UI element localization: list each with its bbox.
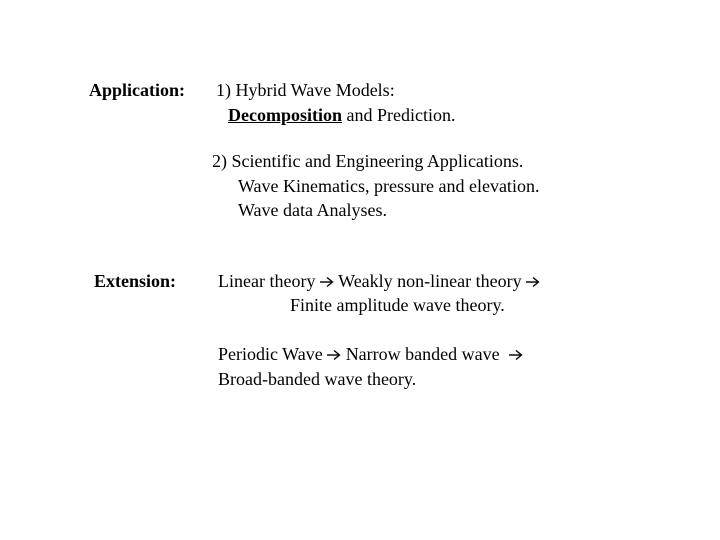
narrow-banded-wave-text: Narrow banded wave [345, 344, 500, 364]
scientific-engineering-title: 2) Scientific and Engineering Applications. [212, 151, 524, 171]
finite-amplitude-theory-text: Finite amplitude wave theory. [290, 295, 505, 315]
weakly-nonlinear-theory-text: Weakly non-linear theory [338, 271, 522, 291]
periodic-wave-text: Periodic Wave [218, 344, 323, 364]
right-arrow-icon [327, 349, 341, 361]
decomposition-rest: and Prediction. [346, 105, 456, 125]
wave-chain-line-1 [218, 343, 523, 365]
linear-theory-text: Linear theory [218, 271, 316, 291]
decomposition-line [228, 104, 455, 126]
theory-chain-line-1 [218, 270, 540, 292]
decomposition-emphasis: Decomposition [228, 105, 342, 125]
wave-data-analyses-line: Wave data Analyses. [238, 200, 388, 220]
right-arrow-icon [320, 276, 334, 288]
wave-kinematics-line: Wave Kinematics, pressure and elevation. [238, 176, 540, 196]
extension-label: Extension: [94, 271, 177, 291]
broad-banded-theory-text: Broad-banded wave theory. [218, 369, 417, 389]
hybrid-wave-models-title: 1) Hybrid Wave Models: [216, 80, 395, 100]
right-arrow-icon [509, 349, 523, 361]
right-arrow-icon [526, 276, 540, 288]
application-label: Application: [89, 80, 186, 100]
